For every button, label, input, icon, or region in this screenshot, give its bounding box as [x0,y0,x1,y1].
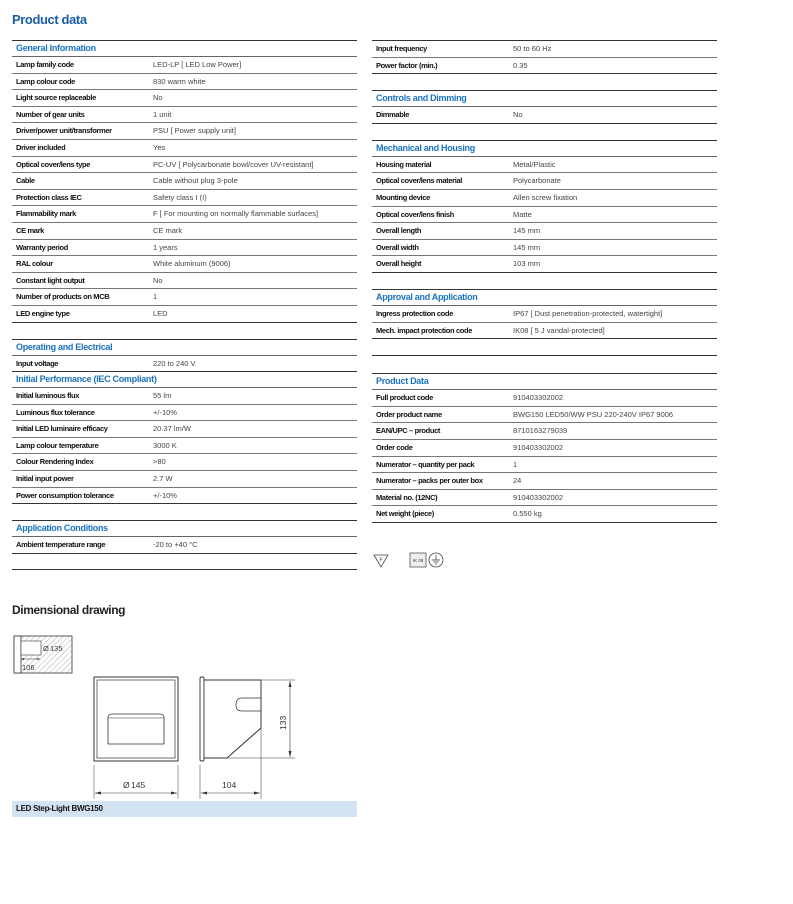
row-label: Power consumption tolerance [16,490,114,500]
row-label: Luminous flux tolerance [16,407,95,417]
table-row [372,506,717,523]
row-value: 1 [513,459,518,469]
row-value: White aluminum (9006) [153,259,231,269]
row-label: Optical cover/lens type [16,159,91,169]
row-value: 1 unit [153,109,172,119]
row-value: 0.550 kg [513,509,542,519]
section-title: Application Conditions [12,521,357,537]
table-row [12,273,357,290]
row-value: 910403302002 [513,492,564,502]
row-value: 55 lm [153,391,172,401]
table-row [372,207,717,224]
row-value: LED [153,308,168,318]
row-label: Dimmable [376,110,410,120]
row-value: 0.35 [513,60,528,70]
table-row [12,421,357,438]
table-row [12,123,357,140]
row-label: Initial LED luminaire efficacy [16,424,108,434]
row-label: LED engine type [16,308,70,318]
row-value: 50 to 60 Hz [513,44,552,53]
table-row [372,41,717,58]
row-value: Safety class I (I) [153,192,207,202]
row-label: Colour Rendering Index [16,457,94,467]
section-approval-application [372,289,717,339]
section-title: Product Data [372,374,717,390]
row-value: Allen screw fixation [513,192,578,202]
row-value: 1 [153,292,158,302]
table-row [12,206,357,223]
row-value: 145 mm [513,226,541,236]
row-value: IP67 [ Dust penetration-protected, watertight] [513,308,663,318]
row-value: No [153,275,163,285]
row-label: Housing material [376,159,432,169]
row-label: Overall width [376,242,419,252]
row-value: 910403302002 [513,393,564,403]
row-label: Mounting device [376,192,430,202]
dimensional-drawing [0,620,360,800]
section-title: Operating and Electrical [12,340,357,356]
svg-text:Ø: Ø [123,780,130,790]
row-value: Metal/Plastic [513,159,556,169]
row-value: >80 [153,457,166,467]
row-value: 20.37 lm/W [153,424,191,434]
row-value: 8710163279039 [513,426,568,436]
table-row [372,157,717,174]
table-row [372,173,717,190]
row-value: CE mark [153,225,183,235]
section-initial-performance [12,372,357,504]
table-row [372,256,717,273]
row-label: Driver included [16,142,66,152]
flammability-label: F [379,557,383,564]
table-row [12,537,357,554]
table-row [12,90,357,107]
table-row [372,240,717,257]
section-title: Controls and Dimming [372,91,717,107]
drawing-caption: LED Step-Light BWG150 [12,801,357,817]
row-label: Number of products on MCB [16,292,110,302]
row-label: Ingress protection code [376,308,453,318]
table-row [12,405,357,422]
row-value: 830 warm white [153,76,206,86]
section-title: Approval and Application [372,290,717,306]
row-label: Lamp family code [16,60,74,69]
row-value: BWG150 LED50/WW PSU 220-240V IP67 9006 [513,409,674,419]
row-label: Warranty period [16,242,68,252]
cutout-depth-label: 106 [22,663,35,672]
row-label: Flammability mark [16,209,76,219]
section-title: General Information [12,41,357,57]
row-value: +/-10% [153,490,177,500]
row-label: RAL colour [16,259,53,269]
table-row [12,471,357,488]
table-row [12,107,357,124]
row-value: F [ For mounting on normally flammable surfaces] [153,209,319,219]
row-label: Number of gear units [16,109,85,119]
row-label: EAN/UPC – product [376,426,441,436]
table-row [372,323,717,340]
row-value: 220 to 240 V [153,358,196,368]
table-row [12,289,357,306]
table-row [12,57,357,74]
table-row [372,223,717,240]
row-value: 1 years [153,242,178,252]
dimensional-drawing-title: Dimensional drawing [12,603,126,617]
row-label: Constant light output [16,275,85,285]
depth-label: 104 [222,780,237,790]
section-controls-dimming [372,90,717,124]
row-label: Overall height [376,259,422,269]
table-row [12,256,357,273]
table-row [12,240,357,257]
row-label: Optical cover/lens material [376,176,463,186]
table-row [12,190,357,207]
height-label: 133 [278,715,288,730]
row-value: 145 mm [513,242,541,252]
svg-text:Ø: Ø [43,644,49,653]
table-row [372,473,717,490]
cutout-diagram [14,636,72,673]
table-row [372,390,717,407]
row-label: Material no. (12NC) [376,492,438,502]
row-value: No [153,93,163,103]
row-value: Yes [153,142,166,152]
row-label: Overall length [376,226,422,236]
ik-rating-label: IK 08 [412,558,424,563]
row-label: Order code [376,442,413,452]
divider [12,569,357,570]
row-value: Cable without plug 3-pole [153,176,238,186]
row-label: CE mark [16,225,44,235]
row-label: Power factor (min.) [376,60,438,70]
section-mechanical-housing [372,140,717,273]
row-label: Driver/power unit/transformer [16,126,112,136]
row-value: PC-UV [ Polycarbonate bowl/cover UV-resistant] [153,159,314,169]
row-label: Cable [16,176,35,186]
table-row [372,490,717,507]
row-label: Net weight (piece) [376,509,434,519]
table-row [372,190,717,207]
row-value: Polycarbonate [513,176,561,186]
cutout-diameter-label: 135 [50,644,63,653]
row-value: Matte [513,209,532,219]
table-row [12,388,357,405]
table-row [12,306,357,323]
row-value: 2.7 W [153,474,173,484]
row-label: Initial input power [16,474,74,484]
row-value: No [513,110,523,120]
table-row [372,407,717,424]
diameter-label: 145 [131,780,146,790]
table-row [12,488,357,505]
table-row [372,440,717,457]
ik-rating-icon [410,553,426,567]
row-label: Lamp colour temperature [16,440,99,450]
row-label: Light source replaceable [16,93,96,103]
row-label: Optical cover/lens finish [376,209,454,219]
page-title: Product data [12,12,87,27]
table-row [12,438,357,455]
certification-icons [372,550,472,572]
row-label: Full product code [376,393,433,403]
row-label: Order product name [376,409,442,419]
row-label: Ambient temperature range [16,540,106,550]
table-row [372,58,717,75]
row-label: Protection class IEC [16,192,82,202]
table-row [12,223,357,240]
table-row [12,173,357,190]
row-label: Numerator – quantity per pack [376,459,475,469]
row-label: Initial luminous flux [16,391,80,401]
left-column [12,40,357,570]
section-product-data [372,373,717,523]
section-operating-electrical [12,339,357,373]
section-electrical-continued [372,40,717,74]
table-row [12,356,357,373]
table-row [372,423,717,440]
row-value: LED-LP [ LED Low Power] [153,60,242,69]
row-value: 24 [513,476,522,486]
table-row [12,157,357,174]
row-label: Mech. impact protection code [376,325,473,335]
row-value: 3000 K [153,440,177,450]
table-row [372,306,717,323]
row-value: PSU [ Power supply unit] [153,126,236,136]
row-label: Lamp colour code [16,76,75,86]
table-row [12,140,357,157]
section-general-information [12,40,357,323]
right-column [372,40,717,523]
side-view [200,677,295,799]
section-title: Initial Performance (IEC Compliant) [12,372,357,388]
front-view [94,677,178,799]
section-title: Mechanical and Housing [372,141,717,157]
row-value: 103 mm [513,259,541,269]
row-value: 910403302002 [513,442,564,452]
row-label: Input frequency [376,44,428,53]
row-value: -20 to +40 °C [153,540,198,550]
row-label: Input voltage [16,358,59,368]
table-row [12,74,357,91]
row-value: +/-10% [153,407,177,417]
table-row [372,457,717,474]
flammability-f-icon [374,555,388,567]
earth-icon [429,553,443,567]
section-application-conditions [12,520,357,554]
table-row [12,454,357,471]
table-row [372,107,717,124]
row-label: Numerator – packs per outer box [376,476,483,486]
row-value: IK08 [ 5 J vandal-protected] [513,325,605,335]
